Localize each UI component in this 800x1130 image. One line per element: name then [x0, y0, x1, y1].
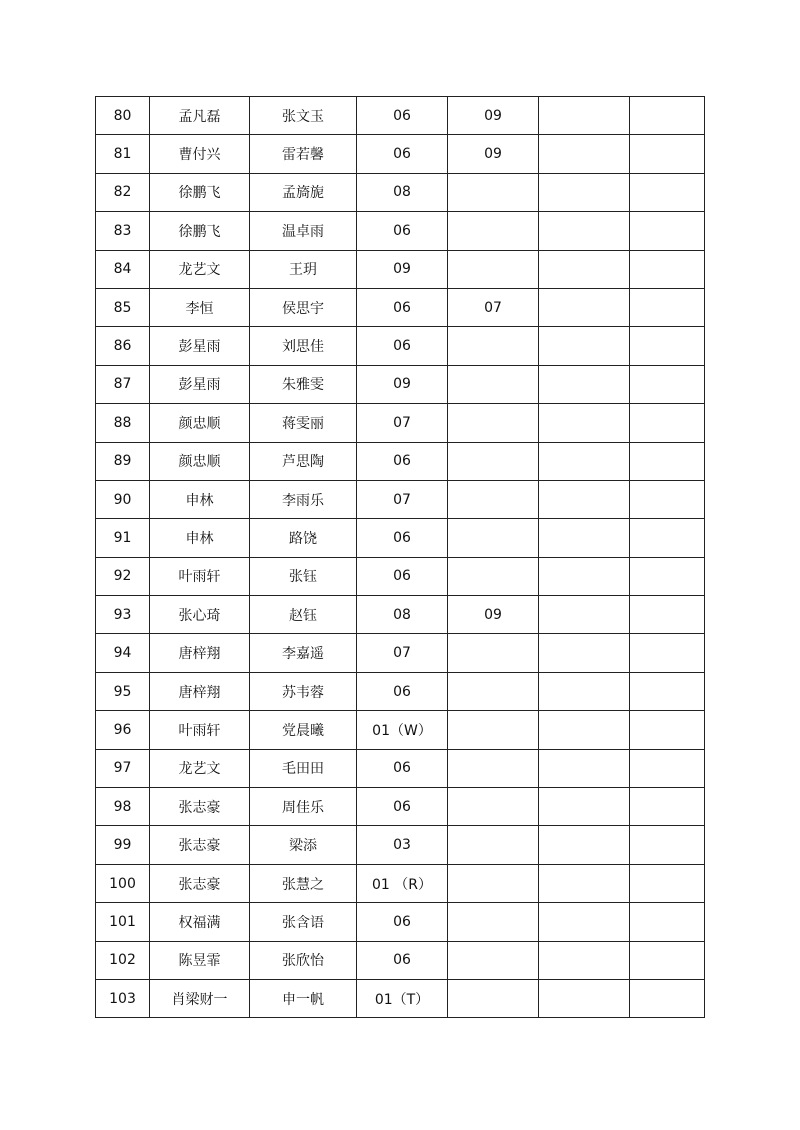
code-2-cell: [448, 672, 539, 710]
code-3-cell: [539, 979, 630, 1017]
name-a-cell: 徐鹏飞: [150, 173, 250, 211]
name-b-cell: 刘思佳: [250, 327, 357, 365]
code-1-cell: 06: [357, 672, 448, 710]
name-b-cell: 李雨乐: [250, 480, 357, 518]
code-3-cell: [539, 864, 630, 902]
code-1-cell: 01（W）: [357, 711, 448, 749]
code-2-cell: [448, 826, 539, 864]
code-3-cell: [539, 903, 630, 941]
name-b-cell: 党晨曦: [250, 711, 357, 749]
code-4-cell: [630, 212, 705, 250]
table-row: [96, 212, 705, 250]
name-b-cell: 张欣怡: [250, 941, 357, 979]
name-b-cell: 张含语: [250, 903, 357, 941]
code-2-cell: [448, 365, 539, 403]
code-4-cell: [630, 173, 705, 211]
name-a-cell: 权福满: [150, 903, 250, 941]
code-1-cell: 07: [357, 634, 448, 672]
table-row: [96, 711, 705, 749]
name-b-cell: 朱雅雯: [250, 365, 357, 403]
code-1-cell: 06: [357, 442, 448, 480]
name-a-cell: 唐梓翔: [150, 672, 250, 710]
code-1-cell: 07: [357, 480, 448, 518]
code-1-cell: 06: [357, 135, 448, 173]
code-4-cell: [630, 788, 705, 826]
row-number-cell: 97: [96, 749, 150, 787]
code-2-cell: [448, 788, 539, 826]
name-a-cell: 陈昱霏: [150, 941, 250, 979]
code-4-cell: [630, 596, 705, 634]
code-4-cell: [630, 903, 705, 941]
name-a-cell: 肖梁财一: [150, 979, 250, 1017]
code-4-cell: [630, 480, 705, 518]
code-1-cell: 03: [357, 826, 448, 864]
name-a-cell: 龙艺文: [150, 250, 250, 288]
code-3-cell: [539, 135, 630, 173]
name-a-cell: 彭星雨: [150, 327, 250, 365]
table-row: [96, 250, 705, 288]
code-2-cell: [448, 480, 539, 518]
row-number-cell: 92: [96, 557, 150, 595]
row-number-cell: 87: [96, 365, 150, 403]
code-3-cell: [539, 519, 630, 557]
code-3-cell: [539, 212, 630, 250]
code-2-cell: [448, 634, 539, 672]
table-row: [96, 173, 705, 211]
code-4-cell: [630, 749, 705, 787]
row-number-cell: 91: [96, 519, 150, 557]
code-2-cell: [448, 903, 539, 941]
code-1-cell: 01（T）: [357, 979, 448, 1017]
code-1-cell: 06: [357, 97, 448, 135]
code-2-cell: [448, 519, 539, 557]
name-a-cell: 叶雨轩: [150, 711, 250, 749]
code-3-cell: [539, 480, 630, 518]
code-4-cell: [630, 634, 705, 672]
code-1-cell: 06: [357, 212, 448, 250]
name-b-cell: 李嘉遥: [250, 634, 357, 672]
table-row: [96, 864, 705, 902]
name-b-cell: 张钰: [250, 557, 357, 595]
code-2-cell: [448, 557, 539, 595]
name-b-cell: 苏韦蓉: [250, 672, 357, 710]
code-3-cell: [539, 442, 630, 480]
table-row: [96, 97, 705, 135]
table-row: [96, 788, 705, 826]
table-row: [96, 519, 705, 557]
code-2-cell: 09: [448, 596, 539, 634]
name-b-cell: 毛田田: [250, 749, 357, 787]
table-row: [96, 826, 705, 864]
code-2-cell: 09: [448, 97, 539, 135]
table-row: [96, 634, 705, 672]
code-1-cell: 08: [357, 173, 448, 211]
name-a-cell: 孟凡磊: [150, 97, 250, 135]
code-4-cell: [630, 711, 705, 749]
code-4-cell: [630, 979, 705, 1017]
code-2-cell: [448, 404, 539, 442]
table-row: [96, 903, 705, 941]
table-row: [96, 480, 705, 518]
code-3-cell: [539, 672, 630, 710]
row-number-cell: 80: [96, 97, 150, 135]
code-1-cell: 06: [357, 903, 448, 941]
name-b-cell: 赵钰: [250, 596, 357, 634]
code-1-cell: 01 （R）: [357, 864, 448, 902]
name-a-cell: 张志豪: [150, 826, 250, 864]
code-4-cell: [630, 557, 705, 595]
code-3-cell: [539, 941, 630, 979]
table-row: [96, 288, 705, 326]
code-4-cell: [630, 826, 705, 864]
table-row: [96, 979, 705, 1017]
code-3-cell: [539, 97, 630, 135]
name-a-cell: 龙艺文: [150, 749, 250, 787]
name-b-cell: 孟旖旎: [250, 173, 357, 211]
row-number-cell: 101: [96, 903, 150, 941]
code-1-cell: 06: [357, 749, 448, 787]
code-3-cell: [539, 365, 630, 403]
row-number-cell: 83: [96, 212, 150, 250]
code-2-cell: [448, 749, 539, 787]
row-number-cell: 89: [96, 442, 150, 480]
row-number-cell: 90: [96, 480, 150, 518]
table-row: [96, 596, 705, 634]
code-2-cell: [448, 173, 539, 211]
code-2-cell: [448, 212, 539, 250]
name-a-cell: 张志豪: [150, 788, 250, 826]
table-row: [96, 557, 705, 595]
table-row: [96, 749, 705, 787]
code-1-cell: 07: [357, 404, 448, 442]
name-b-cell: 张慧之: [250, 864, 357, 902]
code-3-cell: [539, 404, 630, 442]
name-a-cell: 颜忠顺: [150, 442, 250, 480]
code-3-cell: [539, 788, 630, 826]
row-number-cell: 81: [96, 135, 150, 173]
row-number-cell: 94: [96, 634, 150, 672]
code-3-cell: [539, 173, 630, 211]
code-1-cell: 06: [357, 288, 448, 326]
row-number-cell: 88: [96, 404, 150, 442]
code-2-cell: 07: [448, 288, 539, 326]
name-b-cell: 张文玉: [250, 97, 357, 135]
row-number-cell: 95: [96, 672, 150, 710]
name-b-cell: 雷若馨: [250, 135, 357, 173]
code-1-cell: 06: [357, 788, 448, 826]
code-3-cell: [539, 557, 630, 595]
code-4-cell: [630, 97, 705, 135]
row-number-cell: 98: [96, 788, 150, 826]
name-b-cell: 梁添: [250, 826, 357, 864]
name-a-cell: 申林: [150, 480, 250, 518]
code-4-cell: [630, 864, 705, 902]
name-b-cell: 侯思宇: [250, 288, 357, 326]
code-3-cell: [539, 749, 630, 787]
code-3-cell: [539, 288, 630, 326]
code-4-cell: [630, 941, 705, 979]
row-number-cell: 86: [96, 327, 150, 365]
table-body: [96, 97, 705, 1018]
code-4-cell: [630, 288, 705, 326]
code-4-cell: [630, 365, 705, 403]
name-a-cell: 唐梓翔: [150, 634, 250, 672]
name-a-cell: 徐鹏飞: [150, 212, 250, 250]
table-row: [96, 327, 705, 365]
code-2-cell: [448, 711, 539, 749]
row-number-cell: 102: [96, 941, 150, 979]
code-4-cell: [630, 672, 705, 710]
name-a-cell: 张心琦: [150, 596, 250, 634]
code-4-cell: [630, 442, 705, 480]
name-a-cell: 颜忠顺: [150, 404, 250, 442]
row-number-cell: 93: [96, 596, 150, 634]
code-1-cell: 06: [357, 327, 448, 365]
code-3-cell: [539, 634, 630, 672]
code-1-cell: 06: [357, 519, 448, 557]
name-b-cell: 王玥: [250, 250, 357, 288]
row-number-cell: 103: [96, 979, 150, 1017]
code-2-cell: [448, 864, 539, 902]
code-1-cell: 08: [357, 596, 448, 634]
table-row: [96, 672, 705, 710]
table-row: [96, 365, 705, 403]
table-row: [96, 135, 705, 173]
name-b-cell: 蒋雯丽: [250, 404, 357, 442]
code-1-cell: 06: [357, 557, 448, 595]
code-1-cell: 06: [357, 941, 448, 979]
code-1-cell: 09: [357, 250, 448, 288]
code-4-cell: [630, 135, 705, 173]
name-b-cell: 申一帆: [250, 979, 357, 1017]
code-3-cell: [539, 826, 630, 864]
name-a-cell: 申林: [150, 519, 250, 557]
row-number-cell: 82: [96, 173, 150, 211]
code-2-cell: [448, 442, 539, 480]
name-a-cell: 张志豪: [150, 864, 250, 902]
code-2-cell: 09: [448, 135, 539, 173]
name-a-cell: 李恒: [150, 288, 250, 326]
row-number-cell: 84: [96, 250, 150, 288]
row-number-cell: 99: [96, 826, 150, 864]
name-b-cell: 芦思陶: [250, 442, 357, 480]
code-4-cell: [630, 250, 705, 288]
code-4-cell: [630, 404, 705, 442]
assignment-table: [95, 96, 705, 1018]
row-number-cell: 100: [96, 864, 150, 902]
code-4-cell: [630, 327, 705, 365]
table-row: [96, 442, 705, 480]
name-b-cell: 周佳乐: [250, 788, 357, 826]
name-a-cell: 叶雨轩: [150, 557, 250, 595]
name-a-cell: 曹付兴: [150, 135, 250, 173]
row-number-cell: 85: [96, 288, 150, 326]
code-2-cell: [448, 327, 539, 365]
table-row: [96, 404, 705, 442]
code-2-cell: [448, 941, 539, 979]
code-4-cell: [630, 519, 705, 557]
code-3-cell: [539, 596, 630, 634]
code-2-cell: [448, 979, 539, 1017]
name-b-cell: 路饶: [250, 519, 357, 557]
table-row: [96, 941, 705, 979]
code-2-cell: [448, 250, 539, 288]
code-3-cell: [539, 711, 630, 749]
name-a-cell: 彭星雨: [150, 365, 250, 403]
name-b-cell: 温卓雨: [250, 212, 357, 250]
code-3-cell: [539, 327, 630, 365]
row-number-cell: 96: [96, 711, 150, 749]
code-1-cell: 09: [357, 365, 448, 403]
code-3-cell: [539, 250, 630, 288]
